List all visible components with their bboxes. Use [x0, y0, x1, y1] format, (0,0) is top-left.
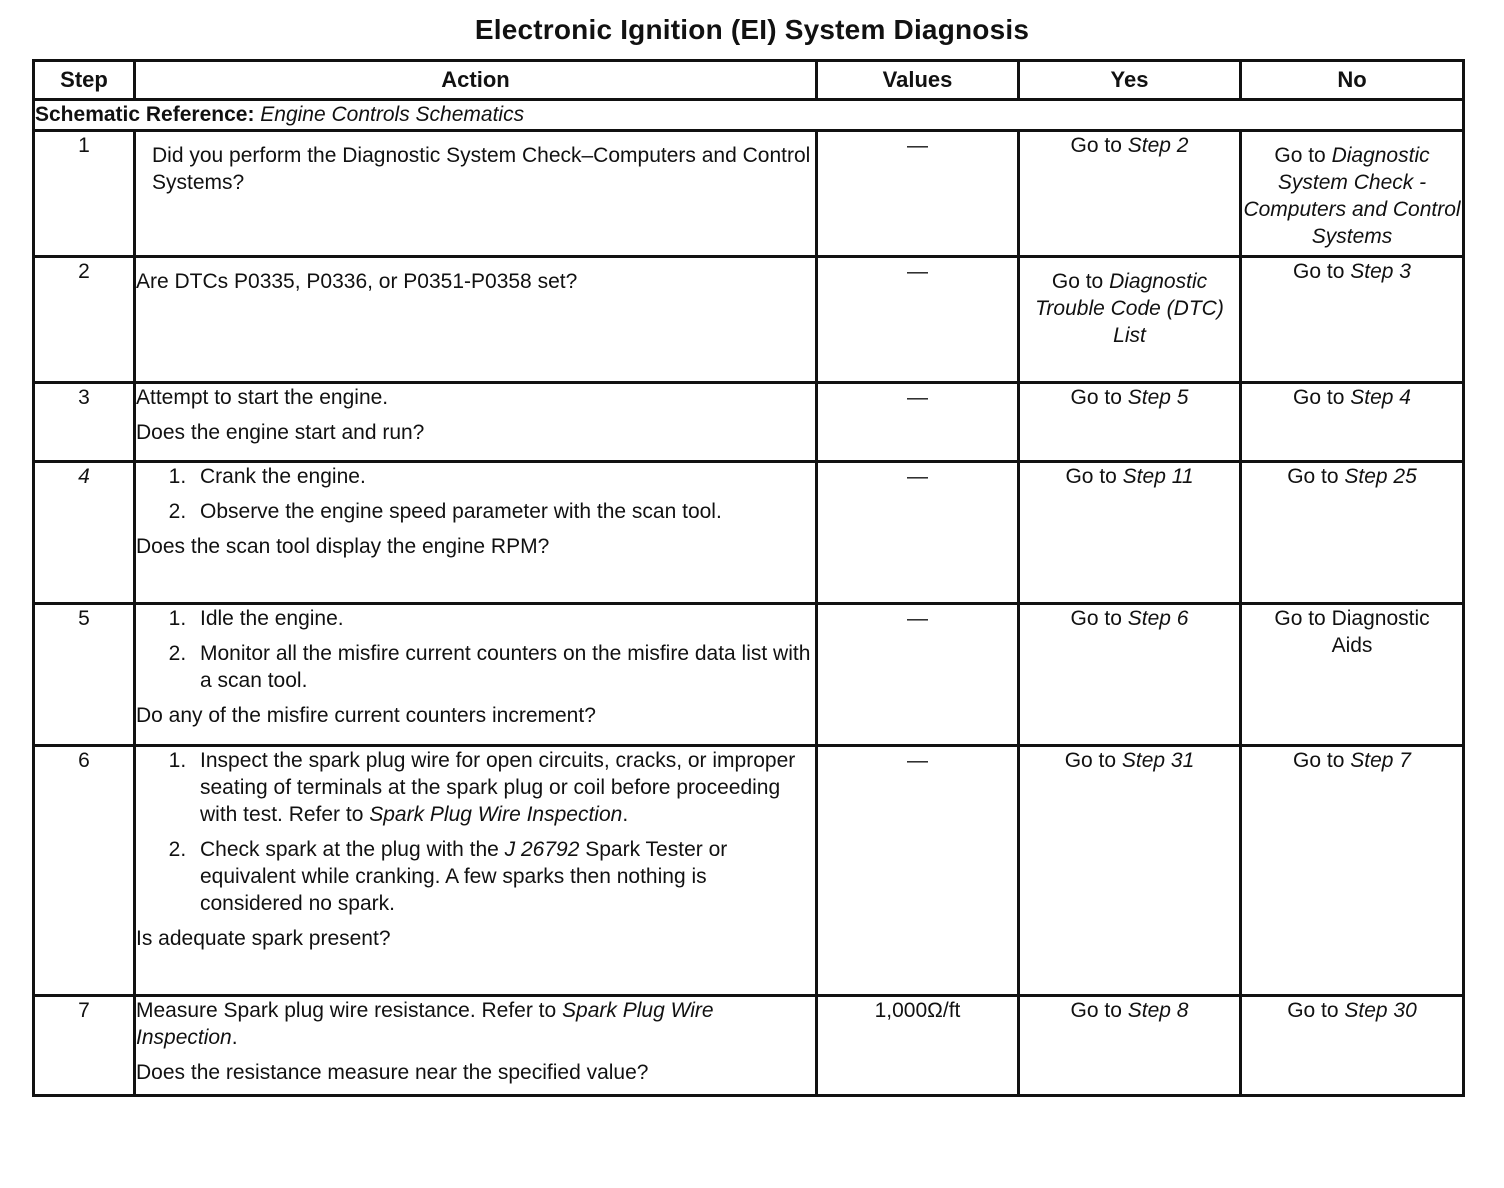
action-list	[136, 747, 815, 917]
yes-prefix: Go to	[1070, 607, 1128, 630]
intro-text: Measure Spark plug wire resistance. Refer to	[136, 999, 563, 1022]
action-item	[192, 747, 815, 828]
action-intro: Attempt to start the engine.	[136, 386, 389, 409]
header-values: Values	[817, 61, 1019, 100]
yes-cell	[1019, 604, 1241, 746]
header-action: Action	[135, 61, 817, 100]
step-number: 3	[34, 383, 135, 462]
no-ref: Step 25	[1344, 465, 1417, 488]
no-prefix: Go to	[1293, 749, 1351, 772]
value-cell: —	[817, 257, 1019, 383]
no-cell	[1241, 383, 1464, 462]
yes-prefix: Go to	[1064, 749, 1122, 772]
value-cell: —	[817, 746, 1019, 996]
value-cell: —	[817, 462, 1019, 604]
yes-ref: Step 31	[1121, 749, 1195, 772]
table-row	[34, 604, 1464, 746]
yes-ref: Step 5	[1127, 386, 1189, 409]
no-prefix: Go to	[1293, 386, 1351, 409]
item-text: .	[622, 803, 629, 826]
action-item: 2. Observe the engine speed parameter with the scan tool.	[192, 498, 815, 525]
action-list	[136, 605, 815, 694]
step-number: 4	[34, 462, 135, 604]
action-cell	[135, 746, 817, 996]
no-ref: Step 30	[1344, 999, 1417, 1022]
yes-cell	[1019, 131, 1241, 257]
no-prefix: Go to	[1287, 465, 1345, 488]
yes-cell	[1019, 383, 1241, 462]
schematic-reference	[34, 100, 1464, 131]
action-intro	[136, 997, 815, 1051]
diagnosis-table	[32, 59, 1465, 1097]
action-question: Does the engine start and run?	[136, 421, 425, 444]
yes-ref: Step 11	[1122, 465, 1194, 488]
no-cell	[1241, 131, 1464, 257]
item-ref: Spark Plug Wire Inspection	[369, 803, 623, 826]
no-ref: Step 7	[1350, 749, 1411, 772]
intro-ref: Spark Plug Wire Inspection	[136, 999, 714, 1049]
step-number: 6	[34, 746, 135, 996]
schematic-label: Schematic Reference:	[35, 103, 255, 126]
yes-ref: Step 6	[1127, 607, 1189, 630]
yes-cell	[1019, 257, 1241, 383]
table-row	[34, 996, 1464, 1096]
item-text: Spark Tester or equivalent while cranking. A few sparks then nothing is considered no spark.	[200, 838, 728, 915]
action-list	[136, 463, 815, 525]
action-item: 1. Idle the engine.	[192, 605, 815, 632]
yes-prefix: Go to	[1070, 134, 1128, 157]
yes-ref: Step 2	[1127, 134, 1189, 157]
yes-prefix: Go to	[1065, 465, 1123, 488]
item-text: Inspect the spark plug wire for open circuits, cracks, or improper seating of terminals at the spark plug or coil before proceeding with test. Refer to	[200, 749, 796, 826]
action-cell	[135, 462, 817, 604]
yes-cell	[1019, 746, 1241, 996]
action-cell	[135, 257, 817, 383]
table-row	[34, 131, 1464, 257]
yes-prefix: Go to	[1070, 999, 1128, 1022]
value-cell: 1,000Ω/ft	[817, 996, 1019, 1096]
header-step: Step	[34, 61, 135, 100]
action-item	[192, 836, 815, 917]
action-cell	[135, 604, 817, 746]
yes-prefix: Go to	[1051, 270, 1110, 293]
no-ref: Diagnostic System Check - Computers and Control Systems	[1243, 144, 1461, 248]
yes-prefix: Go to	[1070, 386, 1128, 409]
schematic-ref: Engine Controls Schematics	[260, 103, 525, 126]
action-item: 2. Monitor all the misfire current counters on the misfire data list with a scan tool.	[192, 640, 815, 694]
page-title: Electronic Ignition (EI) System Diagnosis	[474, 14, 1030, 45]
action-cell	[135, 996, 817, 1096]
action-question: Does the scan tool display the engine RPM?	[136, 535, 550, 558]
yes-cell	[1019, 996, 1241, 1096]
no-cell	[1241, 257, 1464, 383]
yes-ref: Step 8	[1127, 999, 1189, 1022]
step-number: 2	[34, 257, 135, 383]
yes-cell	[1019, 462, 1241, 604]
action-question: Are DTCs P0335, P0336, or P0351-P0358 set?	[136, 270, 578, 293]
schematic-reference-row	[34, 100, 1464, 131]
header-yes: Yes	[1019, 61, 1241, 100]
item-text: Check spark at the plug with the	[200, 838, 505, 861]
table-row	[34, 383, 1464, 462]
action-cell	[135, 383, 817, 462]
action-question: Does the resistance measure near the specified value?	[136, 1061, 649, 1084]
no-prefix: Go to	[1274, 144, 1332, 167]
action-question: Do any of the misfire current counters increment?	[136, 704, 596, 727]
action-question: Did you perform the Diagnostic System Check–Computers and Control Systems?	[152, 144, 811, 194]
no-prefix: Go to	[1287, 999, 1345, 1022]
header-row	[34, 61, 1464, 100]
step-number: 1	[34, 131, 135, 257]
yes-ref: Diagnostic Trouble Code (DTC) List	[1035, 270, 1224, 347]
item-ref: J 26792	[504, 838, 580, 861]
table-row	[34, 257, 1464, 383]
step-number: 5	[34, 604, 135, 746]
no-cell: Go to Diagnostic Aids	[1241, 604, 1464, 746]
action-item: 1. Crank the engine.	[192, 463, 815, 490]
intro-text: .	[231, 1026, 238, 1049]
value-cell: —	[817, 383, 1019, 462]
step-number: 7	[34, 996, 135, 1096]
table-row	[34, 746, 1464, 996]
no-ref: Step 4	[1350, 386, 1411, 409]
header-no: No	[1241, 61, 1464, 100]
no-ref: Step 3	[1350, 260, 1411, 283]
no-cell	[1241, 462, 1464, 604]
action-cell	[135, 131, 817, 257]
action-question: Is adequate spark present?	[136, 927, 391, 950]
no-cell	[1241, 746, 1464, 996]
no-prefix: Go to	[1293, 260, 1351, 283]
value-cell: —	[817, 131, 1019, 257]
table-row	[34, 462, 1464, 604]
value-cell: —	[817, 604, 1019, 746]
no-cell	[1241, 996, 1464, 1096]
